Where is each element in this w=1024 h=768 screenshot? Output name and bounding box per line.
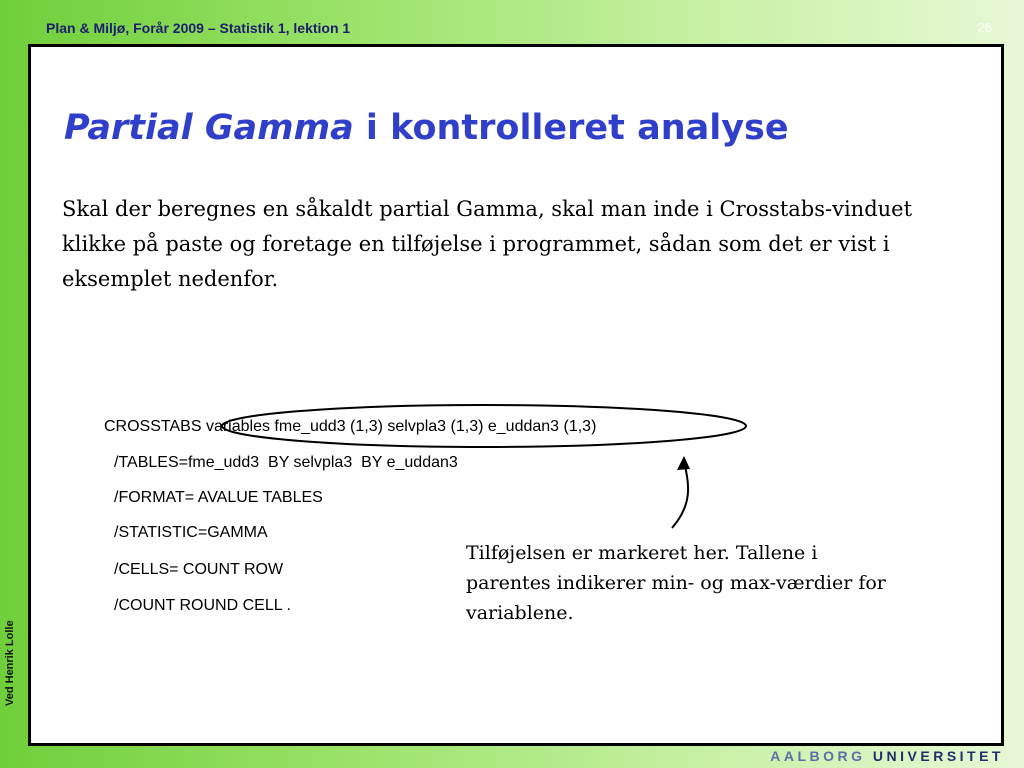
- slide-title-italic: Partial Gamma: [64, 108, 354, 148]
- highlight-ellipse: [222, 405, 746, 447]
- author-label: Ved Henrik Lolle: [4, 620, 16, 706]
- annotation-note: Tilføjelsen er markeret her. Tallene i parentes indikerer min- og max-værdier for variablene.: [466, 542, 886, 624]
- slide-title-rest: i kontrolleret analyse: [353, 108, 789, 148]
- logo-word-aalborg: AALBORG: [770, 748, 866, 764]
- slide-number: 26: [977, 20, 992, 35]
- intro-paragraph: Skal der beregnes en såkaldt partial Gamma, skal man inde i Crosstabs-vinduet klikke på paste og foretage en tilføjelse i programmet, sådan som det er vist i eksemplet nedenfor.: [62, 197, 913, 291]
- code-line-crosstabs: CROSSTABS variables fme_udd3 (1,3) selvpla3 (1,3) e_uddan3 (1,3): [104, 418, 597, 435]
- code-line-tables: /TABLES=fme_udd3 BY selvpla3 BY e_uddan3: [114, 454, 458, 471]
- arrow-head: [677, 456, 690, 470]
- code-line-statistic: /STATISTIC=GAMMA: [114, 524, 268, 541]
- logo-word-universitet: UNIVERSITET: [872, 748, 1004, 764]
- code-line-cells: /CELLS= COUNT ROW: [114, 561, 284, 578]
- code-line-format: /FORMAT= AVALUE TABLES: [114, 489, 323, 506]
- course-title: Plan & Miljø, Forår 2009 – Statistik 1, lektion 1: [46, 20, 351, 36]
- pointer-arrow: [672, 462, 688, 528]
- code-line-count: /COUNT ROUND CELL .: [114, 597, 291, 614]
